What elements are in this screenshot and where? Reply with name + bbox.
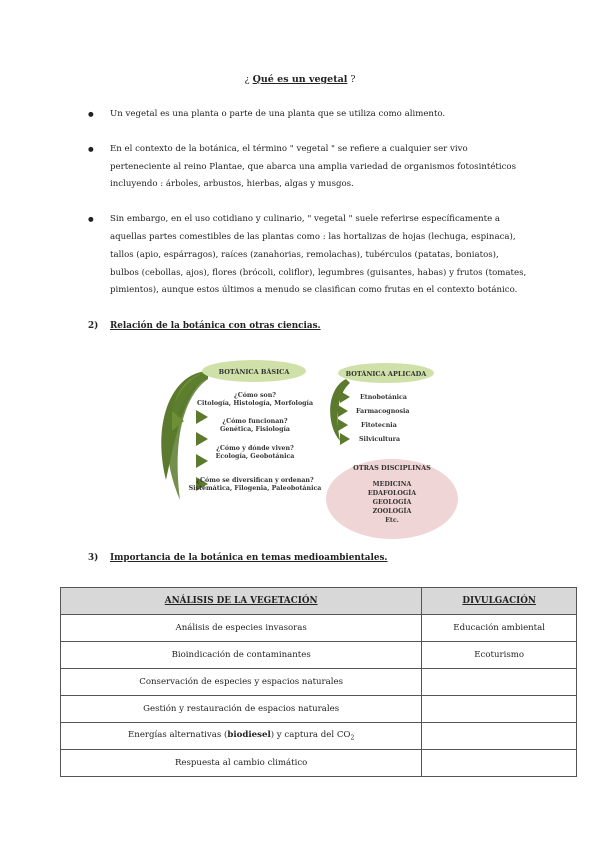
basica-a2: Genética, Fisiología <box>219 426 291 433</box>
table-cell: Gestión y restauración de espacios naturales <box>61 696 422 723</box>
aplicada-item: Etnobotánica <box>360 394 407 401</box>
basica-title: BOTÁNICA BÁSICA <box>218 368 290 376</box>
table-cell <box>422 723 577 750</box>
table-cell <box>422 696 577 723</box>
bullet-list <box>88 106 528 317</box>
table-row <box>61 723 577 750</box>
otras-item: GEOLOGÍA <box>372 499 412 506</box>
table-cell: Educación ambiental <box>422 615 577 642</box>
basica-a1: Citología, Histología, Morfología <box>196 400 314 407</box>
table-row <box>61 696 577 723</box>
basica-q1: ¿Cómo son? <box>234 392 276 399</box>
aplicada-item: Farmacognosia <box>356 408 410 415</box>
table-header-row <box>61 588 577 615</box>
otras-item: MEDICINA <box>372 481 412 488</box>
aplicada-title: BOTÁNICA APLICADA <box>345 370 427 378</box>
table-cell <box>422 669 577 696</box>
table-row <box>61 750 577 777</box>
table-row <box>61 615 577 642</box>
table-row <box>61 669 577 696</box>
aplicada-item: Fitotecnia <box>361 422 397 429</box>
aplicada-item: Silvicultura <box>359 436 401 443</box>
table-header: DIVULGACIÓN <box>422 588 577 615</box>
section-2-heading: 2) Relación de la botánica con otras ciencias. <box>88 321 321 331</box>
table-cell: Energías alternativas (biodiesel) y captura del $CO_2$ <box>61 723 422 750</box>
basica-q2: ¿Cómo funcionan? <box>222 418 288 425</box>
section-3-heading: 3) Importancia de la botánica en temas medioambientales. <box>88 553 388 563</box>
otras-item: Etc. <box>385 517 399 524</box>
table-cell: Respuesta al cambio climático <box>61 750 422 777</box>
table-cell: Análisis de especies invasoras <box>61 615 422 642</box>
botany-diagram <box>150 355 480 540</box>
page-title: ¿ Qué es un vegetal ? <box>244 74 356 85</box>
table-row <box>61 642 577 669</box>
bullet-item: ● En el contexto de la botánica, el término " vegetal " se refiere a cualquier ser vivo perteneciente al reino Plantae, que abarca una amplia variedad de organismos fotosintéticos incluyendo : árboles, arbustos, hierbas, algas y musgos. <box>88 141 528 194</box>
importance-table <box>60 587 577 777</box>
basica-q3: ¿Cómo y dónde viven? <box>216 445 294 452</box>
otras-title: OTRAS DISCIPLINAS <box>353 464 431 472</box>
table-cell <box>422 750 577 777</box>
aplicada-arrows-icon <box>330 379 350 445</box>
basica-a3: Ecología, Geobotánica <box>215 453 295 460</box>
table-header: ANÁLISIS DE LA VEGETACIÓN <box>61 588 422 615</box>
bullet-item: ● Un vegetal es una planta o parte de una planta que se utiliza como alimento. <box>88 106 528 124</box>
basica-q4: ¿Cómo se diversifican y ordenan? <box>196 477 314 484</box>
otras-item: EDAFOLOGÍA <box>367 490 417 497</box>
table-cell: Ecoturismo <box>422 642 577 669</box>
table-cell: Bioindicación de contaminantes <box>61 642 422 669</box>
otras-item: ZOOLOGÍA <box>372 508 412 515</box>
basica-a4: Sistemática, Filogenia, Paleobotánica <box>188 485 322 492</box>
table-cell: Conservación de especies y espacios naturales <box>61 669 422 696</box>
bullet-item: ● Sin embargo, en el uso cotidiano y culinario, " vegetal " suele referirse específicamente a aquellas partes comestibles de las plantas como : las hortalizas de hojas (lechuga, espinaca), tallos (apio, espárragos), raíces (zanahorias, remolachas), tubérculos (patatas, boniatos), bulbos (cebollas, ajos), flores (brócoli, coliflor), legumbres (guisantes, habas) y frutos (tomates, pimientos), aunque estos últimos a menudo se clasifican como frutas en el contexto botánico. <box>88 211 528 300</box>
